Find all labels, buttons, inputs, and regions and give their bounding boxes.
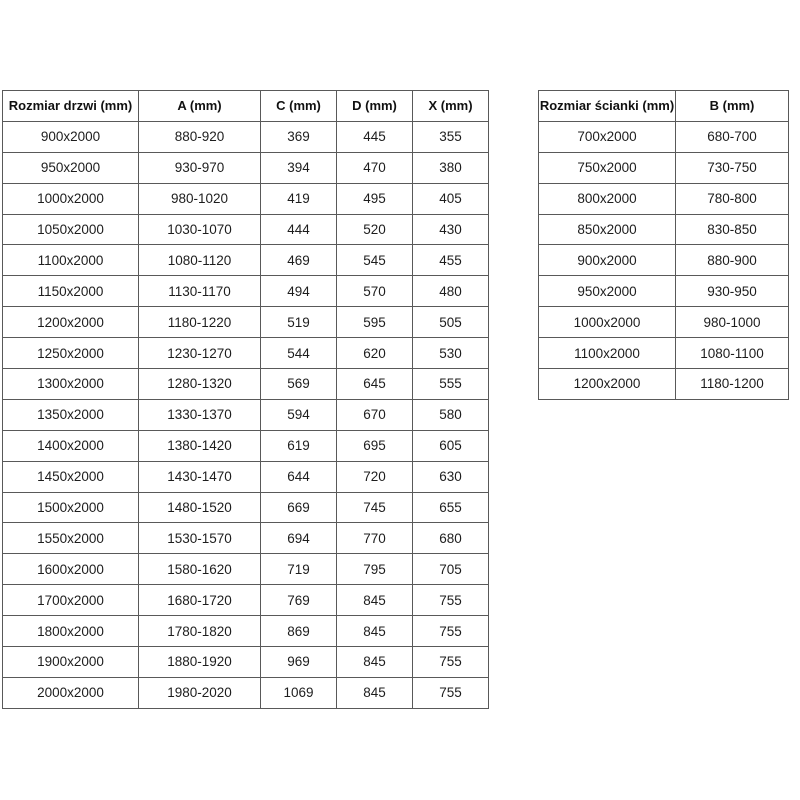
table-cell: 900x2000: [3, 121, 139, 152]
table-cell: 1050x2000: [3, 214, 139, 245]
table-cell: 980-1000: [676, 307, 789, 338]
table-row: [3, 245, 489, 276]
table-cell: 880-900: [676, 245, 789, 276]
table-cell: 1800x2000: [3, 616, 139, 647]
table-cell: 755: [413, 677, 489, 708]
table-cell: 830-850: [676, 214, 789, 245]
table-cell: 1380-1420: [139, 430, 261, 461]
table-row: [539, 276, 789, 307]
table-cell: 1900x2000: [3, 647, 139, 678]
table-cell: 1180-1200: [676, 369, 789, 400]
door-sizes-table: [2, 90, 489, 709]
table-cell: 445: [337, 121, 413, 152]
table-cell: 930-950: [676, 276, 789, 307]
table-row: [3, 399, 489, 430]
table-cell: 800x2000: [539, 183, 676, 214]
table-cell: 530: [413, 338, 489, 369]
table-row: [3, 121, 489, 152]
table-cell: 1130-1170: [139, 276, 261, 307]
table-cell: 405: [413, 183, 489, 214]
table-cell: 850x2000: [539, 214, 676, 245]
table-row: [539, 307, 789, 338]
table-cell: 369: [261, 121, 337, 152]
table-cell: 1600x2000: [3, 554, 139, 585]
wall-sizes-table: [538, 90, 789, 400]
table-cell: 845: [337, 616, 413, 647]
table-cell: 745: [337, 492, 413, 523]
table-cell: 680-700: [676, 121, 789, 152]
table-cell: 1480-1520: [139, 492, 261, 523]
table-row: [3, 492, 489, 523]
column-header: Rozmiar drzwi (mm): [3, 91, 139, 122]
table-cell: 1780-1820: [139, 616, 261, 647]
table-cell: 680: [413, 523, 489, 554]
table-row: [539, 121, 789, 152]
table-cell: 845: [337, 585, 413, 616]
table-cell: 630: [413, 461, 489, 492]
table-cell: 1069: [261, 677, 337, 708]
table-cell: 1100x2000: [3, 245, 139, 276]
table-cell: 930-970: [139, 152, 261, 183]
table-cell: 544: [261, 338, 337, 369]
table-row: [3, 430, 489, 461]
table-cell: 770: [337, 523, 413, 554]
table-cell: 1500x2000: [3, 492, 139, 523]
table-cell: 1400x2000: [3, 430, 139, 461]
table-cell: 1200x2000: [539, 369, 676, 400]
table-cell: 520: [337, 214, 413, 245]
table-cell: 645: [337, 369, 413, 400]
table-cell: 1880-1920: [139, 647, 261, 678]
table-cell: 1030-1070: [139, 214, 261, 245]
table-cell: 1200x2000: [3, 307, 139, 338]
table-row: [539, 245, 789, 276]
table-cell: 1250x2000: [3, 338, 139, 369]
table-cell: 455: [413, 245, 489, 276]
table-cell: 755: [413, 585, 489, 616]
table-cell: 570: [337, 276, 413, 307]
table-cell: 730-750: [676, 152, 789, 183]
table-row: [3, 214, 489, 245]
table-row: [539, 214, 789, 245]
table-cell: 950x2000: [3, 152, 139, 183]
table-cell: 769: [261, 585, 337, 616]
table-cell: 750x2000: [539, 152, 676, 183]
table-cell: 545: [337, 245, 413, 276]
table-cell: 720: [337, 461, 413, 492]
table-row: [539, 338, 789, 369]
column-header: C (mm): [261, 91, 337, 122]
table-cell: 480: [413, 276, 489, 307]
table-cell: 469: [261, 245, 337, 276]
table-row: [3, 461, 489, 492]
table-row: [3, 183, 489, 214]
table-cell: 1580-1620: [139, 554, 261, 585]
table-cell: 780-800: [676, 183, 789, 214]
table-cell: 1430-1470: [139, 461, 261, 492]
table-cell: 1230-1270: [139, 338, 261, 369]
table-cell: 900x2000: [539, 245, 676, 276]
table-cell: 595: [337, 307, 413, 338]
table-cell: 1150x2000: [3, 276, 139, 307]
door-table-header-row: [3, 91, 489, 122]
table-cell: 380: [413, 152, 489, 183]
table-cell: 1450x2000: [3, 461, 139, 492]
table-row: [3, 307, 489, 338]
table-cell: 494: [261, 276, 337, 307]
table-row: [3, 616, 489, 647]
table-cell: 444: [261, 214, 337, 245]
table-cell: 1000x2000: [539, 307, 676, 338]
table-cell: 1000x2000: [3, 183, 139, 214]
table-row: [3, 677, 489, 708]
column-header: D (mm): [337, 91, 413, 122]
wall-table-header-row: [539, 91, 789, 122]
table-cell: 700x2000: [539, 121, 676, 152]
table-cell: 2000x2000: [3, 677, 139, 708]
table-row: [3, 585, 489, 616]
table-cell: 694: [261, 523, 337, 554]
table-cell: 644: [261, 461, 337, 492]
table-cell: 880-920: [139, 121, 261, 152]
table-cell: 1980-2020: [139, 677, 261, 708]
table-cell: 1350x2000: [3, 399, 139, 430]
table-cell: 1700x2000: [3, 585, 139, 616]
table-row: [539, 369, 789, 400]
table-cell: 470: [337, 152, 413, 183]
table-cell: 755: [413, 616, 489, 647]
table-cell: 980-1020: [139, 183, 261, 214]
table-cell: 419: [261, 183, 337, 214]
table-cell: 845: [337, 677, 413, 708]
table-cell: 619: [261, 430, 337, 461]
table-cell: 1100x2000: [539, 338, 676, 369]
table-cell: 869: [261, 616, 337, 647]
table-cell: 670: [337, 399, 413, 430]
table-cell: 705: [413, 554, 489, 585]
table-cell: 950x2000: [539, 276, 676, 307]
table-cell: 505: [413, 307, 489, 338]
column-header: Rozmiar ścianki (mm): [539, 91, 676, 122]
table-cell: 655: [413, 492, 489, 523]
table-row: [3, 152, 489, 183]
table-cell: 1530-1570: [139, 523, 261, 554]
table-cell: 1550x2000: [3, 523, 139, 554]
table-cell: 669: [261, 492, 337, 523]
table-row: [3, 338, 489, 369]
table-row: [3, 276, 489, 307]
table-cell: 580: [413, 399, 489, 430]
table-cell: 555: [413, 369, 489, 400]
table-cell: 845: [337, 647, 413, 678]
table-cell: 620: [337, 338, 413, 369]
table-cell: 605: [413, 430, 489, 461]
table-cell: 1330-1370: [139, 399, 261, 430]
table-cell: 795: [337, 554, 413, 585]
table-cell: 755: [413, 647, 489, 678]
table-row: [539, 183, 789, 214]
table-cell: 594: [261, 399, 337, 430]
table-cell: 394: [261, 152, 337, 183]
table-cell: 519: [261, 307, 337, 338]
table-cell: 495: [337, 183, 413, 214]
column-header: A (mm): [139, 91, 261, 122]
table-row: [3, 647, 489, 678]
table-cell: 695: [337, 430, 413, 461]
table-cell: 430: [413, 214, 489, 245]
table-row: [3, 523, 489, 554]
table-row: [3, 369, 489, 400]
column-header: B (mm): [676, 91, 789, 122]
table-cell: 355: [413, 121, 489, 152]
table-cell: 719: [261, 554, 337, 585]
table-cell: 1280-1320: [139, 369, 261, 400]
table-cell: 969: [261, 647, 337, 678]
table-cell: 569: [261, 369, 337, 400]
table-cell: 1300x2000: [3, 369, 139, 400]
table-cell: 1180-1220: [139, 307, 261, 338]
table-row: [539, 152, 789, 183]
table-cell: 1080-1120: [139, 245, 261, 276]
table-cell: 1080-1100: [676, 338, 789, 369]
table-cell: 1680-1720: [139, 585, 261, 616]
table-row: [3, 554, 489, 585]
column-header: X (mm): [413, 91, 489, 122]
